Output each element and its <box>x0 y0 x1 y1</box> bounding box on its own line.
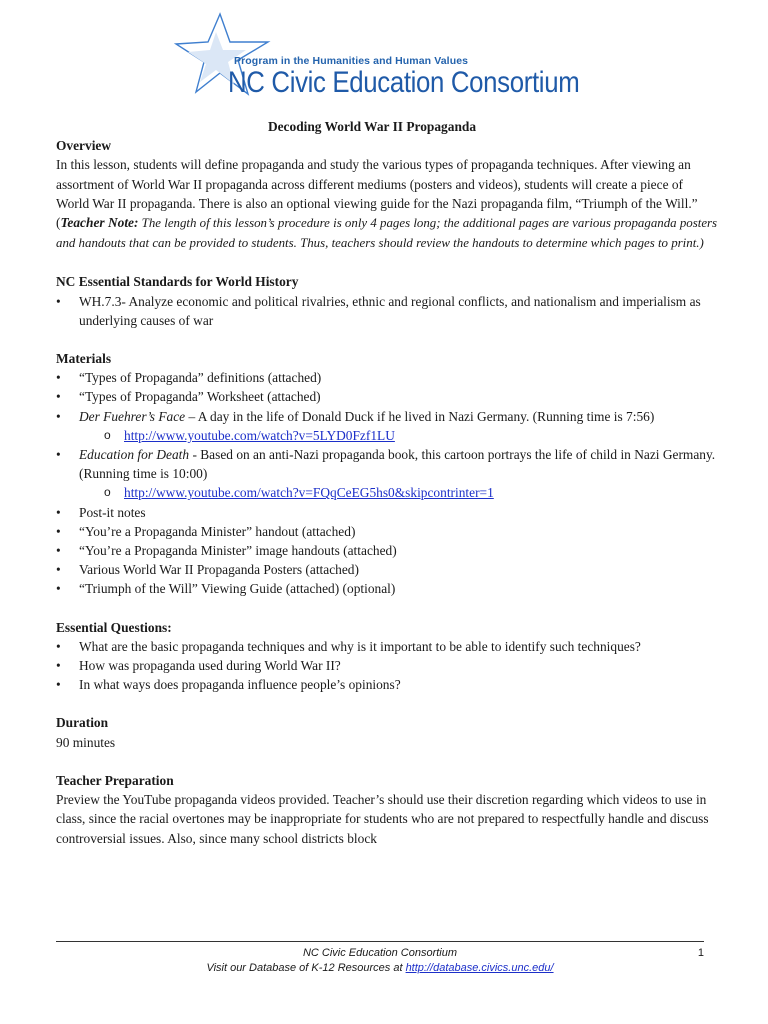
prep-heading: Teacher Preparation <box>56 772 174 788</box>
materials-item: • “You’re a Propaganda Minister” handout (attached) <box>56 522 718 541</box>
materials-item: • “Types of Propaganda” Worksheet (attached) <box>56 387 718 406</box>
video-description: – A day in the life of Donald Duck if he lived in Nazi Germany. (Running time is 7:56) <box>185 408 655 424</box>
video-link-list <box>56 483 718 502</box>
footer-visit-text: Visit our Database of K-12 Resources at <box>206 962 406 974</box>
video-link-list <box>56 426 718 445</box>
duration-text: 90 minutes <box>56 734 116 750</box>
questions-heading: Essential Questions: <box>56 619 172 635</box>
overview-heading: Overview <box>56 138 112 154</box>
video-link-item <box>56 426 718 445</box>
question-item: • How was propaganda used during World War II? <box>56 656 718 675</box>
materials-list <box>56 368 718 426</box>
video-link[interactable]: http://www.youtube.com/watch?v=FQqCeEG5hs0&skipcontrinter=1 <box>124 485 494 501</box>
materials-list <box>56 503 718 599</box>
question-item: • In what ways does propaganda influence people’s opinions? <box>56 675 718 694</box>
standards-list <box>56 292 718 330</box>
footer-org-name: NC Civic Education Consortium <box>302 947 458 959</box>
materials-item: • “Triumph of the Will” Viewing Guide (attached) (optional) <box>56 579 718 598</box>
page-number: 1 <box>697 947 704 959</box>
materials-item: • Various World War II Propaganda Posters (attached) <box>56 560 718 579</box>
prep-paragraph: Preview the YouTube propaganda videos provided. Teacher’s should use their discretion regarding which videos to use in class, since the racial overtones may be inappropriate for students who are not prepared to respectfully handle and discuss controversial issues. Also, since many school districts block <box>56 792 709 846</box>
document-title: Decoding World War II Propaganda <box>267 119 477 134</box>
logo-tagline: Program in the Humanities and Human Values <box>234 55 469 67</box>
video-link-item <box>56 483 718 502</box>
materials-heading: Materials <box>56 351 112 367</box>
video-title: Der Fuehrer’s Face <box>79 408 186 424</box>
teacher-note-label: Teacher Note: <box>60 215 139 231</box>
overview-text: In this lesson, students will define propaganda and study the various types of propaganda techniques. After viewing an assortment of World War II propaganda across different mediums (posters and videos), students will create a piece of World War II propaganda. There is also an optional viewing guide for the Nazi propaganda film, “Triumph of the Will.” ( <box>56 157 698 231</box>
questions-list <box>56 637 718 695</box>
teacher-note-text: The length of this lesson’s procedure is only 4 pages long; the additional pages are various propaganda posters and handouts that can be provided to students. Thus, teachers should review the handouts to determine which pages to print.) <box>56 216 718 251</box>
standards-heading: NC Essential Standards for World History <box>56 274 299 290</box>
video-title: Education for Death <box>79 447 190 463</box>
org-logo <box>168 12 608 112</box>
database-link[interactable]: http://database.civics.unc.edu/ <box>405 962 554 974</box>
question-item: • What are the basic propaganda techniques and why is it important to be able to identify such techniques? <box>56 637 718 656</box>
footer-divider <box>56 941 704 942</box>
footer-visit <box>56 962 704 974</box>
footer-org <box>56 947 704 959</box>
materials-item: • “You’re a Propaganda Minister” image handouts (attached) <box>56 541 718 560</box>
video-link[interactable]: http://www.youtube.com/watch?v=5LYD0Fzf1LU <box>124 427 395 443</box>
overview-paragraph <box>56 155 718 253</box>
duration-heading: Duration <box>56 715 109 731</box>
standards-item: • WH.7.3- Analyze economic and political rivalries, ethnic and regional conflicts, and nationalism and imperialism as underlying causes of war <box>56 292 718 330</box>
logo-org-name: NC Civic Education Consortium <box>228 66 580 99</box>
materials-list <box>56 445 718 483</box>
video-description: - Based on an anti-Nazi propaganda book, this cartoon portrays the life of child in Nazi Germany. (Running time is 10:00) <box>79 447 716 482</box>
materials-item: • “Types of Propaganda” definitions (attached) <box>56 368 718 387</box>
document-body <box>56 117 718 848</box>
materials-item <box>56 445 718 483</box>
materials-item <box>56 407 718 426</box>
materials-item: • Post-it notes <box>56 503 718 522</box>
